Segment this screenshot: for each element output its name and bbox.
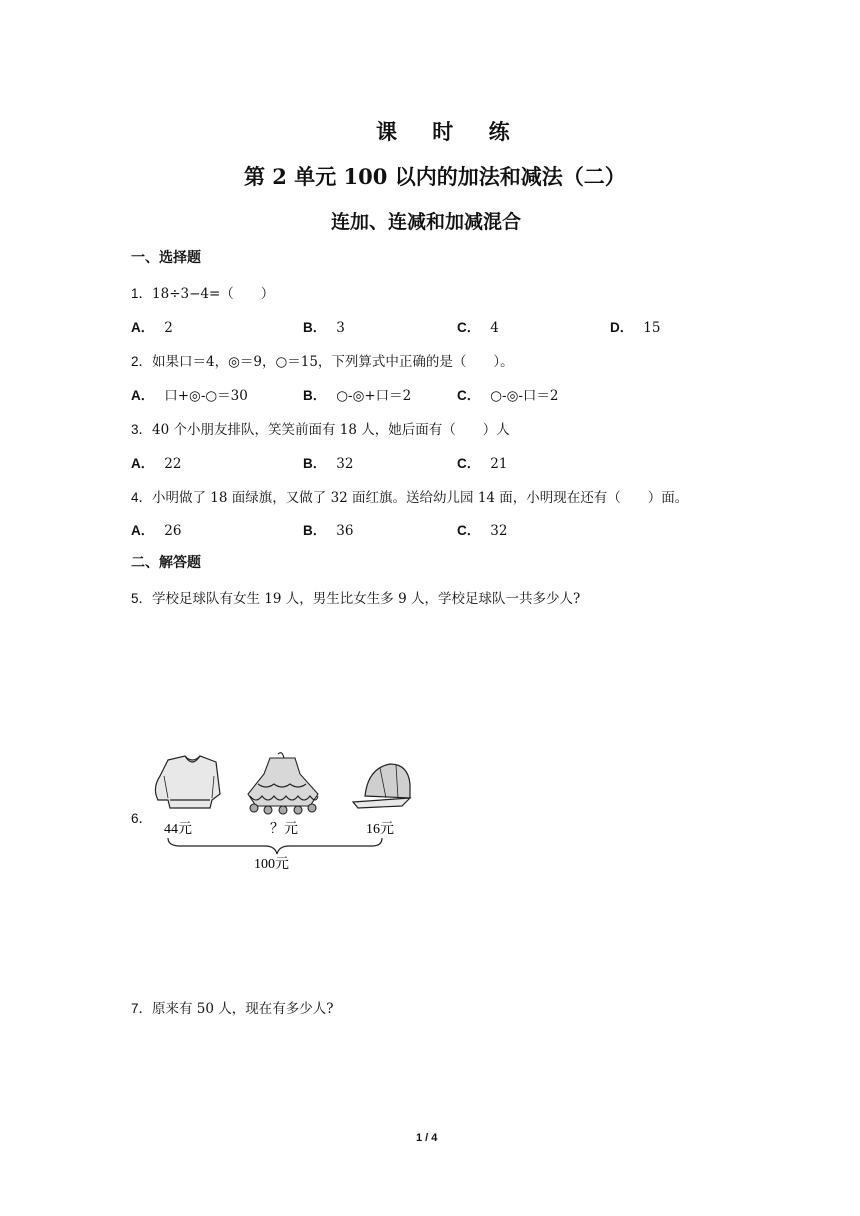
total-label: 100元 <box>254 857 289 872</box>
question-number: 3． <box>131 422 153 437</box>
question-number: 1． <box>131 286 153 301</box>
option-b: B． ○-◎+口＝2 <box>303 388 412 404</box>
option-c: C． 32 <box>457 523 508 539</box>
sweater-icon <box>155 756 220 808</box>
price-label: 16元 <box>366 822 394 837</box>
skirt-icon <box>248 753 318 814</box>
total-brace <box>168 838 382 854</box>
unit-title: 第 2 单元 100 以内的加法和减法（二） <box>244 164 626 189</box>
question-2 <box>131 350 514 370</box>
price-figure <box>150 750 420 875</box>
cap-icon <box>353 764 410 808</box>
question-text: 如果口＝4，◎＝9，○＝15，下列算式中正确的是（ ）。 <box>152 354 514 370</box>
question-7 <box>131 997 334 1017</box>
option-b: B． 32 <box>303 456 354 472</box>
question-number: 4． <box>131 490 153 505</box>
question-text: 原来有 50 人，现在有多少人? <box>152 1001 334 1017</box>
question-number: 2． <box>131 354 153 369</box>
option-c: C． 4 <box>457 320 499 336</box>
page-title: 课 时 练 <box>376 119 524 144</box>
question-text: 18÷3−4=（ ） <box>152 286 275 302</box>
question-text: 小明做了 18 面绿旗，又做了 32 面红旗。送给幼儿园 14 面，小明现在还有（ ）面。 <box>152 490 689 506</box>
question-1 <box>131 282 274 302</box>
option-a: A． 口+◎-○＝30 <box>131 388 248 404</box>
question-text: 40 个小朋友排队，笑笑前面有 18 人，她后面有（ ）人 <box>152 422 510 438</box>
option-b: B． 36 <box>303 523 354 539</box>
page-number: 1 / 4 <box>416 1132 438 1144</box>
question-number: 5． <box>131 591 153 606</box>
question-4 <box>131 486 688 506</box>
question-text: 学校足球队有女生 19 人，男生比女生多 9 人，学校足球队一共多少人? <box>152 591 581 607</box>
option-a: A． 22 <box>131 456 182 472</box>
option-a: A． 2 <box>131 320 173 336</box>
option-a: A． 26 <box>131 523 182 539</box>
option-c: C． 21 <box>457 456 508 472</box>
question-5 <box>131 587 580 607</box>
section-heading: 一、选择题 <box>131 250 201 266</box>
option-c: C． ○-◎-口＝2 <box>457 388 559 404</box>
price-label: 44元 <box>164 822 192 837</box>
question-number: 7． <box>131 1001 153 1016</box>
option-b: B． 3 <box>303 320 345 336</box>
option-d: D． 15 <box>610 320 661 336</box>
question-number: 6． <box>131 811 153 826</box>
question-3 <box>131 418 510 438</box>
price-label: ？元 <box>270 822 298 837</box>
section-heading: 二、解答题 <box>131 555 201 571</box>
lesson-title: 连加、连减和加减混合 <box>331 211 522 233</box>
